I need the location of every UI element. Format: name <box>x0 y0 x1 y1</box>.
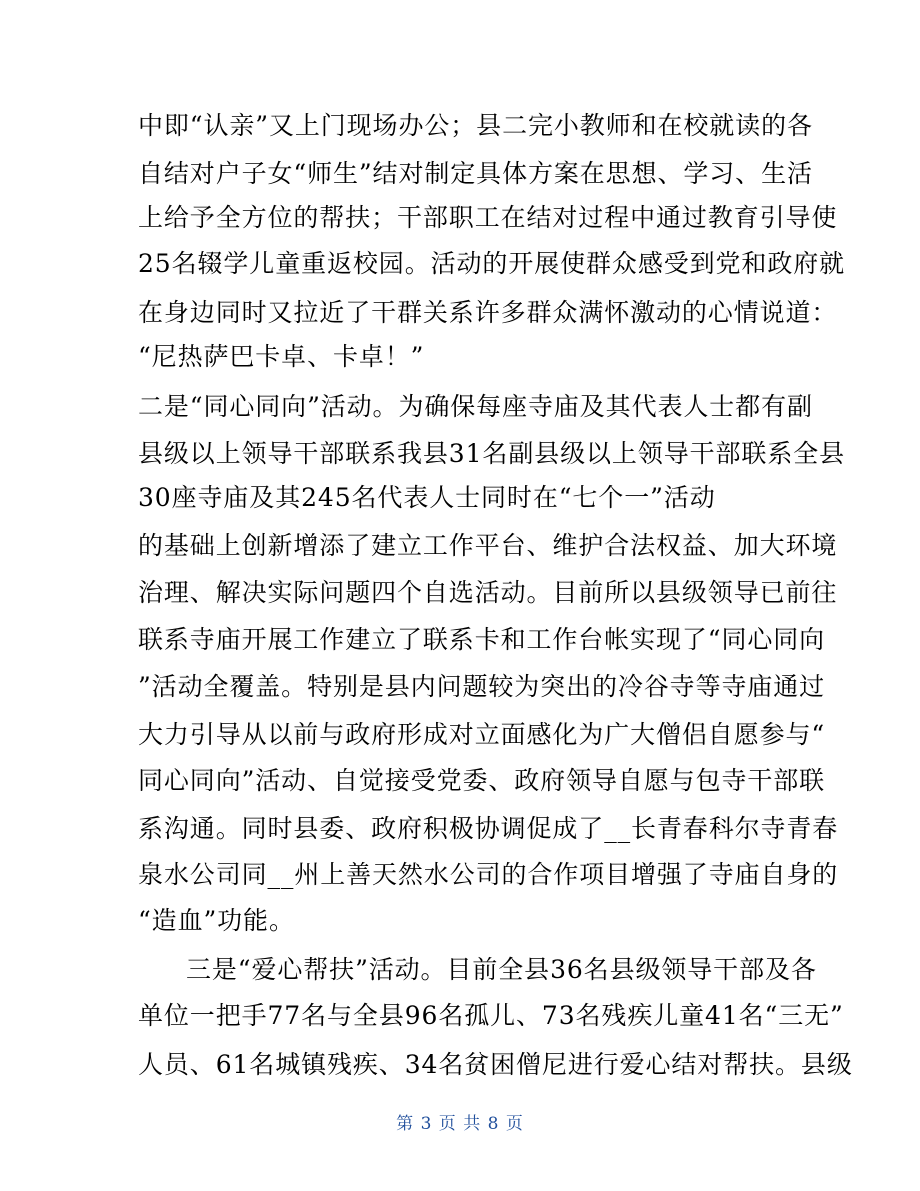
text-line-10: 的基础上创新增添了建立工作平台、维护合法权益、加大环境 <box>138 531 838 560</box>
text-line-8: 县级以上领导干部联系我县31名副县级以上领导干部联系全县 <box>138 439 846 468</box>
page-number-footer: 第 3 页 共 8 页 <box>396 1114 524 1134</box>
text-line-13: ”活动全覆盖。特别是县内问题较为突出的冷谷寺等寺庙通过 <box>138 672 826 701</box>
text-line-11: 治理、解决实际问题四个自选活动。目前所以县级领导已前往 <box>138 578 838 607</box>
text-line-16: 系沟通。同时县委、政府积极协调促成了__长青春科尔寺青春 <box>138 814 839 843</box>
text-line-9: 30座寺庙及其245名代表人士同时在“七个一”活动 <box>138 483 716 512</box>
text-line-3: 上给予全方位的帮扶；干部职工在结对过程中通过教育引导使 <box>138 203 838 232</box>
text-line-2: 自结对户子女“师生”结对制定具体方案在思想、学习、生活 <box>138 159 813 188</box>
text-line-19: 三是“爱心帮扶”活动。目前全县36名县级领导干部及各 <box>186 955 817 984</box>
text-line-18: “造血”功能。 <box>138 906 295 935</box>
text-line-21: 人员、61名城镇残疾、34名贫困僧尼进行爱心结对帮扶。县级 <box>138 1050 853 1079</box>
text-line-14: 大力引导从以前与政府形成对立面感化为广大僧侣自愿参与“ <box>138 720 826 749</box>
text-line-4: 25名辍学儿童重返校园。活动的开展使群众感受到党和政府就 <box>138 249 846 278</box>
text-line-20: 单位一把手77名与全县96名孤儿、73名残疾儿童41名“三无” <box>138 1001 844 1030</box>
text-line-12: 联系寺庙开展工作建立了联系卡和工作台帐实现了“同心同向 <box>138 625 826 654</box>
text-line-5: 在身边同时又拉近了干群关系许多群众满怀激动的心情说道： <box>138 298 838 327</box>
text-line-1: 中即“认亲”又上门现场办公；县二完小教师和在校就读的各 <box>138 111 813 140</box>
text-line-17: 泉水公司同__州上善天然水公司的合作项目增强了寺庙自身的 <box>138 860 839 889</box>
text-line-15: 同心同向”活动、自觉接受党委、政府领导自愿与包寺干部联 <box>138 766 826 795</box>
text-line-6: “尼热萨巴卡卓、卡卓！” <box>138 342 425 371</box>
text-line-7: 二是“同心同向”活动。为确保每座寺庙及其代表人士都有副 <box>138 392 813 421</box>
